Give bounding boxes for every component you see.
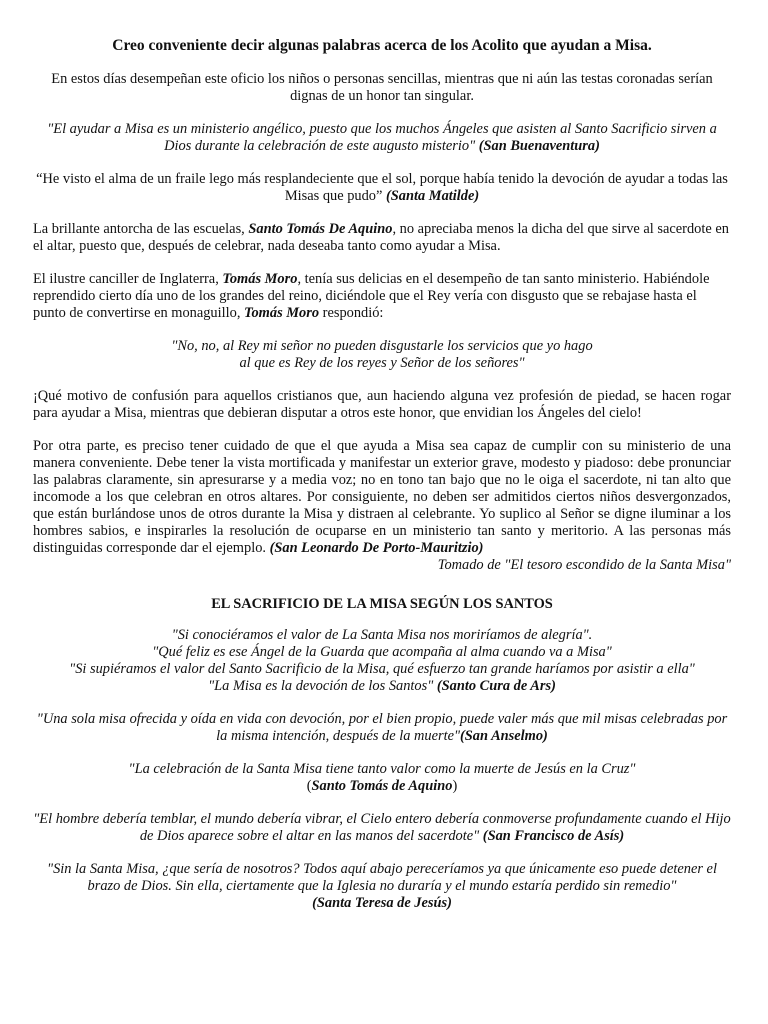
person-name: Tomás Moro	[222, 271, 298, 287]
quotes-cura-de-ars	[33, 627, 731, 695]
quote-text: “He visto el alma de un fraile lego más resplandeciente que el sol, porque había tenido la devoción de ayudar a todas las Misas que pudo”	[36, 171, 728, 204]
paragraph-aquino	[33, 221, 731, 255]
quote-author: (Santa Matilde)	[385, 188, 480, 204]
intro-paragraph: En estos días desempeñan este oficio los niños o personas sencillas, mientras que ni aún las testas coronadas serían dignas de un honor tan singular.	[51, 71, 713, 104]
quote-asis	[33, 811, 731, 845]
quote-author: Santo Tomás de Aquino	[311, 778, 453, 794]
quote-teresa	[33, 861, 731, 912]
quote-line: "Si conociéramos el valor de La Santa Misa nos moriríamos de alegría".	[171, 627, 593, 643]
person-name: Tomás Moro	[244, 305, 320, 321]
text-span: respondió:	[319, 305, 384, 321]
quote-author: (Santa Teresa de Jesús)	[312, 895, 452, 911]
quote-author: (San Francisco de Asís)	[482, 828, 625, 844]
quote-line: "Si supiéramos el valor del Santo Sacrificio de la Misa, qué esfuerzo tan grande haríamos por asistir a ella"	[69, 661, 695, 677]
quote-line: "Qué feliz es ese Ángel de la Guarda que acompaña al alma cuando va a Misa"	[152, 644, 612, 660]
quote-line: "No, no, al Rey mi señor no pueden disgustarle los servicios que yo hago	[171, 338, 593, 354]
quote-line: "La Misa es la devoción de los Santos"	[208, 678, 434, 694]
quote-author: (Santo Cura de Ars)	[436, 678, 556, 694]
quote-matilde	[33, 171, 731, 205]
quote-text: "Sin la Santa Misa, ¿que sería de nosotros? Todos aquí abajo pereceríamos ya que únicamente eso puede detener el brazo de Dios. Sin ella, ciertamente que la Iglesia no duraría y el mundo estaría perdido sin remedio"	[47, 861, 717, 894]
document-title: Creo conveniente decir algunas palabras acerca de los Acolito que ayudan a Misa.	[112, 37, 652, 54]
quote-author: (San Anselmo)	[460, 728, 548, 744]
paragraph-cuidado	[33, 438, 731, 557]
quote-author: (San Leonardo De Porto-Mauritzio)	[269, 540, 484, 556]
text-span: , no apreciaba menos la dicha del que sirve al sacerdote en el altar, puesto que, después de celebrar, nada deseaba tanto como ayudar a Misa.	[33, 221, 729, 254]
text-span: , tenía sus delicias en el desempeño de tan santo ministerio. Habiéndole reprendido cierto día uno de los grandes del reino, diciéndole que el Rey vería con disgusto que se rebajase hasta el punto de convertirse en monaguillo,	[33, 271, 710, 321]
quote-text: "El hombre debería temblar, el mundo debería vibrar, el Cielo entero debería conmoverse profundamente cuando el Hijo de Dios aparece sobre el altar en las manos del sacerdote"	[33, 811, 731, 844]
quote-text: "La celebración de la Santa Misa tiene tanto valor como la muerte de Jesús en la Cruz"	[128, 761, 636, 777]
document-page	[33, 36, 731, 912]
paragraph-moro	[33, 271, 731, 322]
text-span: La brillante antorcha de las escuelas,	[33, 221, 249, 237]
person-name: Santo Tomás De Aquino	[248, 221, 393, 237]
quote-line: al que es Rey de los reyes y Señor de los señores"	[239, 355, 525, 371]
quote-aquino: "La celebración de la Santa Misa tiene tanto valor como la muerte de Jesús en la Cruz" (Santo Tomás de Aquino)	[33, 761, 731, 795]
quote-text: "El ayudar a Misa es un ministerio angélico, puesto que los muchos Ángeles que asisten al Santo Sacrificio sirven a Dios durante la celebración de este augusto misterio"	[47, 121, 717, 154]
source-attribution: Tomado de "El tesoro escondido de la Santa Misa"	[437, 557, 731, 573]
text-span: El ilustre canciller de Inglaterra,	[33, 271, 223, 287]
text-span: Por otra parte, es preciso tener cuidado de que el que ayuda a Misa sea capaz de cumplir con su ministerio de una manera conveniente. Debe tener la vista mortificada y manifestar un exterior grave, modesto y piadoso: debe pronunciar las palabras claramente, sin apresurarse y a media voz; no en tono tan bajo que no le oiga el sacerdote, ni tan alto que incomode a los que celebran en otros altares. Por consiguiente, no deben ser admitidos ciertos niños desvergonzados, que están burlándose unos de otros durante la Misa y distraen al celebrante. Yo suplico al Señor se digne iluminar a los hombres sabios, e inspirarles la resolución de ocuparse en un ministerio tan santo y meritorio. A las personas más distinguidas corresponde dar el ejemplo.	[33, 438, 731, 556]
section-heading: EL SACRIFICIO DE LA MISA SEGÚN LOS SANTOS	[211, 596, 553, 612]
quote-buenaventura	[33, 121, 731, 155]
paragraph-confusion: ¡Qué motivo de confusión para aquellos cristianos que, aun haciendo alguna vez profesión de piedad, se hacen rogar para ayudar a Misa, mientras que debieran disputar a otros este honor, que envidian los Ángeles del cielo!	[33, 388, 731, 421]
quote-author: (San Buenaventura)	[478, 138, 600, 154]
quote-text: "Una sola misa ofrecida y oída en vida con devoción, por el bien propio, puede valer más que mil misas celebradas por la misma intención, después de la muerte"	[36, 711, 728, 744]
quote-moro	[33, 338, 731, 372]
quote-anselmo	[33, 711, 731, 745]
